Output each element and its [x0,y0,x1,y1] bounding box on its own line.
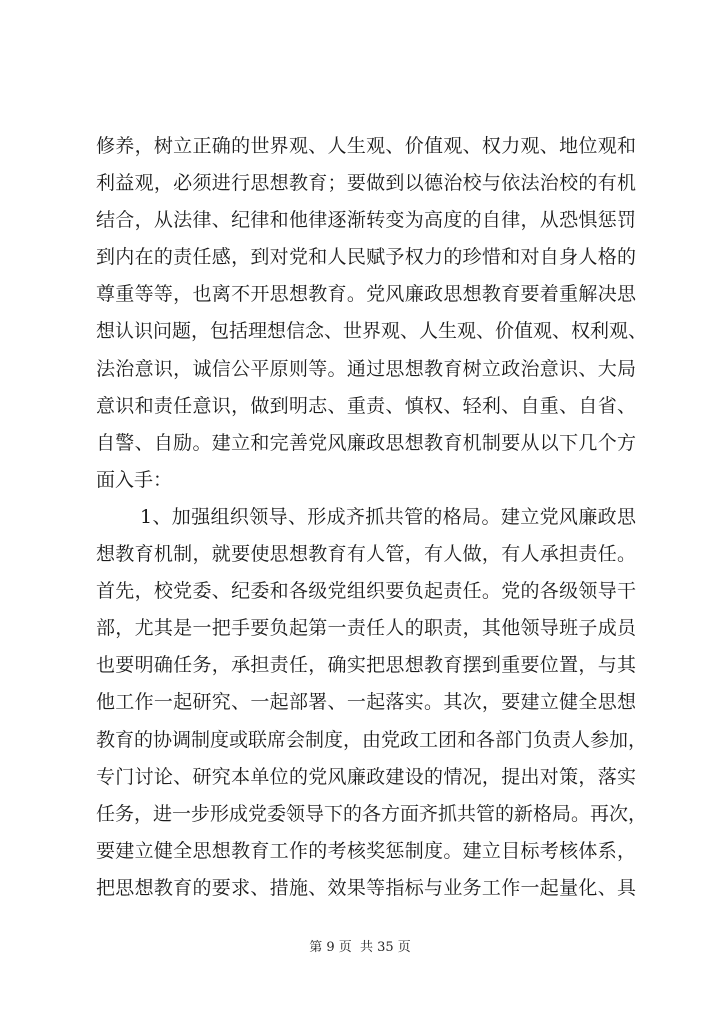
text-line: 想教育机制，就要使思想教育有人管，有人做，有人承担责任。 [96,543,636,566]
text-line: 部，尤其是一把手要负起第一责任人的职责，其他领导班子成员 [96,617,636,640]
text-line: 尊重等等，也离不开思想教育。党风廉政思想教育要着重解决思 [96,283,636,306]
text-line: 面入手： [96,468,173,491]
page-footer [0,936,720,955]
text-line: 他工作一起研究、一起部署、一起落实。其次，要建立健全思想 [96,691,636,714]
text-line: 想认识问题，包括理想信念、世界观、人生观、价值观、权利观、 [96,320,648,343]
text-line: 要建立健全思想教育工作的考核奖惩制度。建立目标考核体系， [96,839,636,862]
text-line: 首先，校党委、纪委和各级党组织要负起责任。党的各级领导干 [96,580,636,603]
paragraph-start-line: 1、加强组织领导、形成齐抓共管的格局。建立党风廉政思 [140,505,636,528]
text-line: 也要明确任务，承担责任，确实把思想教育摆到重要位置，与其 [96,654,636,677]
text-line: 结合，从法律、纪律和他律逐渐转变为高度的自律，从恐惧惩罚 [96,209,636,232]
text-line: 利益观，必须进行思想教育；要做到以德治校与依法治校的有机 [96,172,636,195]
text-line: 任务，进一步形成党委领导下的各方面齐抓共管的新格局。再次， [96,802,648,825]
text-line: 到内在的责任感，到对党和人民赋予权力的珍惜和对自身人格的 [96,246,636,269]
text-line: 法治意识，诚信公平原则等。通过思想教育树立政治意识、大局 [96,357,636,380]
page-number-label: 第 9 页 共 35 页 [309,940,411,955]
text-line: 意识和责任意识，做到明志、重责、慎权、轻利、自重、自省、 [96,394,636,417]
text-line: 自警、自励。建立和完善党风廉政思想教育机制要从以下几个方 [96,431,636,454]
text-line: 专门讨论、研究本单位的党风廉政建设的情况，提出对策，落实 [96,765,636,788]
text-line: 教育的协调制度或联席会制度，由党政工团和各部门负责人参加， [96,728,648,751]
text-line: 修养，树立正确的世界观、人生观、价值观、权力观、地位观和 [96,135,636,157]
body-text [96,128,648,907]
text-line: 把思想教育的要求、措施、效果等指标与业务工作一起量化、具 [96,876,636,899]
